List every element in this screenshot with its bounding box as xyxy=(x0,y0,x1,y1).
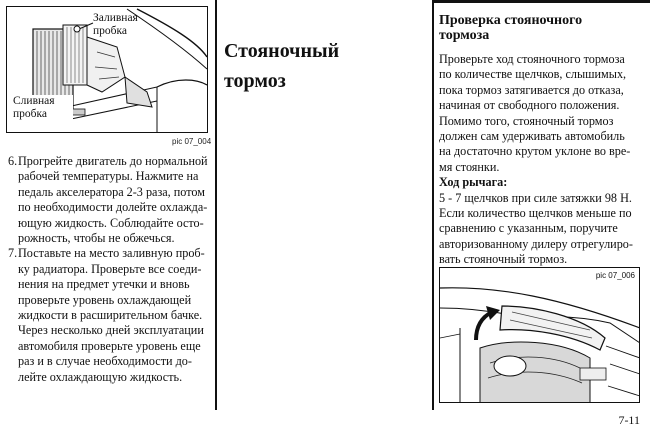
parking-brake-illustration xyxy=(440,268,640,403)
body-line: должен сам удерживать автомобиль xyxy=(439,129,625,144)
step-line: ющую жидкость. Соблюдайте осто- xyxy=(18,215,204,230)
subsection-title xyxy=(439,13,644,43)
lever-line: 5 - 7 щелчков при силе затяжки 98 Н. xyxy=(439,190,632,205)
body-line: Проверьте ход стояночного тормоза xyxy=(439,52,625,66)
subsection-title-line: Проверка стояночного xyxy=(439,13,583,28)
figure-caption: pic 07_004 xyxy=(172,137,212,146)
column-divider-left xyxy=(215,0,217,410)
lever-travel-heading: Ход рычага: xyxy=(439,175,508,190)
body-line: пока тормоз затягивается до отказа, xyxy=(439,82,624,97)
step-item xyxy=(8,154,208,246)
step-line: проверьте уровень охлаждающей xyxy=(18,292,192,307)
step-line: Поставьте на место заливную проб- xyxy=(18,246,205,261)
step-line: рожность, чтобы не обжечься. xyxy=(18,231,175,246)
lever-line: авторизованному дилеру отрегулиро- xyxy=(439,236,633,251)
body-text xyxy=(439,52,644,268)
instruction-steps xyxy=(8,154,208,385)
fill-cap-label-line: Заливная xyxy=(93,12,138,24)
section-title-line: тормоз xyxy=(224,70,286,92)
section-title xyxy=(224,36,424,96)
step-number: 6. xyxy=(8,154,18,168)
column-divider-right xyxy=(432,0,434,410)
step-line: ку радиатора. Проверьте все соеди- xyxy=(18,261,202,276)
drain-plug-label-line: пробка xyxy=(13,108,48,120)
lever-line: сравнению с указанным, поручите xyxy=(439,221,618,236)
subsection-title-line: тормоза xyxy=(439,28,490,43)
figure-caption: pic 07_006 xyxy=(595,271,635,280)
fill-cap-label xyxy=(93,12,163,38)
step-line: раз и в случае необходимости до- xyxy=(18,354,192,369)
body-line: начиная от свободного положения. xyxy=(439,98,620,113)
step-line: рабочей температуры. Нажмите на xyxy=(18,169,199,184)
drain-plug-label-line: Сливная xyxy=(13,95,55,107)
step-line: нения на предмет утечки и вновь xyxy=(18,277,190,292)
step-line: Через несколько дней эксплуатации xyxy=(18,323,204,338)
step-line: Прогрейте двигатель до нормальной xyxy=(18,154,208,168)
parking-brake-figure xyxy=(439,267,640,403)
step-item xyxy=(8,246,208,385)
step-line: лейте охлаждающую жидкость. xyxy=(18,369,183,384)
step-line: педаль акселератора 2-3 раза, потом xyxy=(18,184,205,199)
step-number: 7. xyxy=(8,246,18,261)
drain-plug-label xyxy=(13,95,73,121)
radiator-figure xyxy=(6,6,208,133)
fill-cap-label-line: пробка xyxy=(93,25,128,37)
section-title-line: Стояночный xyxy=(224,40,340,62)
page-number: 7-11 xyxy=(618,413,640,427)
body-line: Помимо того, стояночный тормоз xyxy=(439,113,614,128)
step-line: жидкости в расширительном бачке. xyxy=(18,308,203,323)
step-line: по необходимости долейте охлажда- xyxy=(18,200,208,215)
step-line: автомобиля проверьте уровень еще xyxy=(18,338,201,353)
body-line: по количестве щелчков, слышимых, xyxy=(439,67,627,82)
body-line: на достаточно крутом уклоне во вре- xyxy=(439,144,631,159)
lever-line: Если количество щелчков меньше по xyxy=(439,206,632,221)
body-line: мя стоянки. xyxy=(439,159,500,174)
top-rule xyxy=(432,0,650,3)
lever-line: вать стояночный тормоз. xyxy=(439,252,568,267)
